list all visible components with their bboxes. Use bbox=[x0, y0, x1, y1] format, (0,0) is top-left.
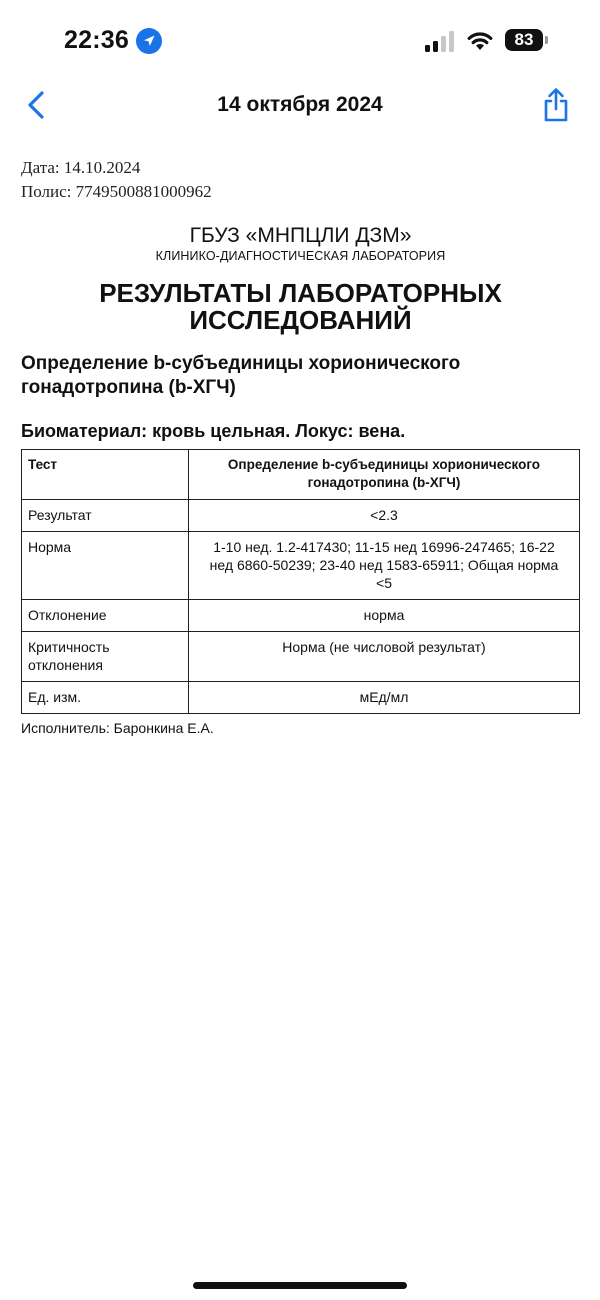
row-label-norm: Норма bbox=[22, 532, 189, 600]
row-label-units: Ед. изм. bbox=[22, 682, 189, 714]
location-arrow-icon bbox=[136, 28, 162, 54]
row-value-criticality: Норма (не числовой результат) bbox=[189, 632, 580, 682]
battery-icon bbox=[505, 29, 549, 53]
row-value-deviation: норма bbox=[189, 600, 580, 632]
laboratory-name: КЛИНИКО-ДИАГНОСТИЧЕСКАЯ ЛАБОРАТОРИЯ bbox=[155, 249, 446, 263]
table-row bbox=[22, 682, 580, 714]
wifi-icon bbox=[465, 28, 495, 52]
organization-name: ГБУЗ «МНПЦЛИ ДЗМ» bbox=[189, 224, 412, 247]
share-button[interactable] bbox=[540, 86, 572, 124]
table-header-label: Тест bbox=[22, 450, 189, 500]
report-title: РЕЗУЛЬТАТЫ ЛАБОРАТОРНЫХ ИССЛЕДОВАНИЙ bbox=[99, 278, 502, 335]
table-row bbox=[22, 532, 580, 600]
report-date: Дата: 14.10.2024 bbox=[21, 158, 141, 177]
table-row bbox=[22, 632, 580, 682]
share-icon bbox=[546, 90, 566, 121]
row-label-deviation: Отклонение bbox=[22, 600, 189, 632]
cellular-signal-icon bbox=[424, 30, 458, 52]
table-header-row bbox=[22, 450, 580, 500]
executor: Исполнитель: Баронкина Е.А. bbox=[21, 720, 214, 736]
row-label-criticality: Критичность отклонения bbox=[22, 632, 189, 682]
battery-level: 83 bbox=[505, 29, 543, 51]
row-value-result: <2.3 bbox=[189, 500, 580, 532]
table-header-value: Определение b-субъединицы хорионического гонадотропина (b-ХГЧ) bbox=[189, 450, 580, 500]
results-table bbox=[21, 449, 580, 714]
row-value-norm: 1-10 нед. 1.2-417430; 11-15 нед 16996-247465; 16-22 нед 6860-50239; 23-40 нед 1583-65911; Общая норма <5 bbox=[189, 532, 580, 600]
row-value-units: мЕд/мл bbox=[189, 682, 580, 714]
page-title: 14 октября 2024 bbox=[217, 93, 383, 116]
lab-report bbox=[21, 156, 580, 736]
row-label-result: Результат bbox=[22, 500, 189, 532]
table-row bbox=[22, 600, 580, 632]
test-title: Определение b-субъединицы хорионического гонадотропина (b-ХГЧ) bbox=[21, 353, 461, 398]
status-bar bbox=[0, 0, 600, 80]
biomaterial-info: Биоматериал: кровь цельная. Локус: вена. bbox=[21, 421, 406, 441]
home-indicator[interactable] bbox=[193, 1282, 407, 1289]
navigation-bar bbox=[0, 80, 600, 132]
table-row bbox=[22, 500, 580, 532]
policy-number: Полис: 7749500881000962 bbox=[21, 182, 212, 201]
status-time: 22:36 bbox=[64, 26, 129, 54]
